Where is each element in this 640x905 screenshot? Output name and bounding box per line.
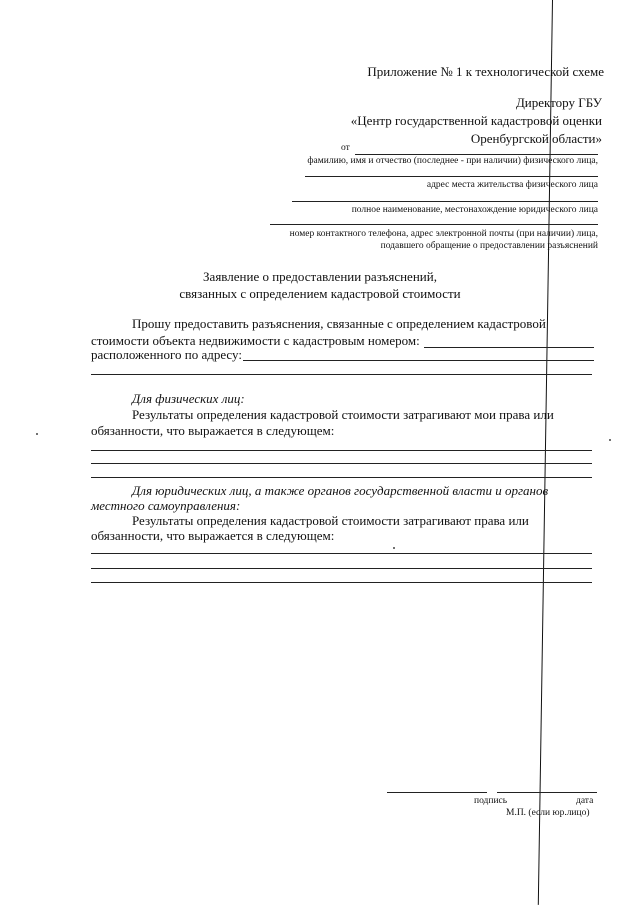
legal-explanation-field-2[interactable] (91, 568, 592, 569)
object-address-field-2[interactable] (91, 374, 592, 375)
scan-speck (609, 439, 611, 441)
stamp-label: М.П. (если юр.лицо) (506, 808, 590, 818)
appendix-label: Приложение № 1 к технологической схеме (367, 64, 604, 79)
document-title-line-1: Заявление о предоставлении разъяснений, (203, 269, 437, 284)
from-prefix: от (341, 143, 350, 153)
applicant-name-field[interactable] (355, 154, 598, 155)
applicant-address-field[interactable] (305, 176, 598, 177)
physical-text-line-2: обязанности, что выражается в следующем: (91, 423, 335, 438)
scan-speck (393, 547, 395, 549)
physical-text-line-1: Результаты определения кадастровой стоимости затрагивают мои права или (132, 407, 554, 422)
document-title-line-2: связанных с определением кадастровой стоимости (179, 286, 461, 301)
legal-explanation-field-3[interactable] (91, 582, 592, 583)
caption-fio: фамилию, имя и отчество (последнее - при наличии) физического лица, (307, 156, 598, 166)
date-label: дата (576, 796, 594, 806)
legal-text-line-2: обязанности, что выражается в следующем: (91, 528, 335, 543)
organization-field[interactable] (292, 201, 598, 202)
scan-speck (36, 433, 38, 435)
request-text-line-3: расположенного по адресу: (91, 347, 242, 362)
date-field[interactable] (497, 792, 597, 793)
signature-label: подпись (474, 796, 508, 806)
cadastral-number-field[interactable] (424, 347, 594, 348)
caption-contacts-1: номер контактного телефона, адрес электронной почты (при наличии) лица, (289, 229, 598, 239)
legal-explanation-field-1[interactable] (91, 553, 592, 554)
caption-address: адрес места жительства физического лица (426, 180, 598, 190)
legal-persons-heading-line-1: Для юридических лиц, а также органов государственной власти и органов (132, 483, 549, 498)
caption-contacts-2: подавшего обращение о предоставлении разъяснений (380, 241, 598, 251)
request-text-line-2: стоимости объекта недвижимости с кадастровым номером: (91, 333, 420, 348)
addressee-line-2: «Центр государственной кадастровой оценки (350, 113, 602, 128)
contacts-field[interactable] (270, 224, 598, 225)
request-text-line-1: Прошу предоставить разъяснения, связанные с определением кадастровой (132, 316, 546, 331)
legal-persons-heading-line-2: местного самоуправления: (91, 498, 241, 513)
addressee-line-3: Оренбургской области» (470, 131, 602, 146)
signature-field[interactable] (387, 792, 487, 793)
physical-persons-heading: Для физических лиц: (132, 391, 245, 406)
physical-explanation-field-3[interactable] (91, 477, 592, 478)
physical-explanation-field-1[interactable] (91, 450, 592, 451)
object-address-field[interactable] (243, 360, 594, 361)
addressee-line-1: Директору ГБУ (515, 95, 602, 110)
physical-explanation-field-2[interactable] (91, 463, 592, 464)
legal-text-line-1: Результаты определения кадастровой стоимости затрагивают права или (132, 513, 529, 528)
caption-organization: полное наименование, местонахождение юридического лица (351, 205, 598, 215)
